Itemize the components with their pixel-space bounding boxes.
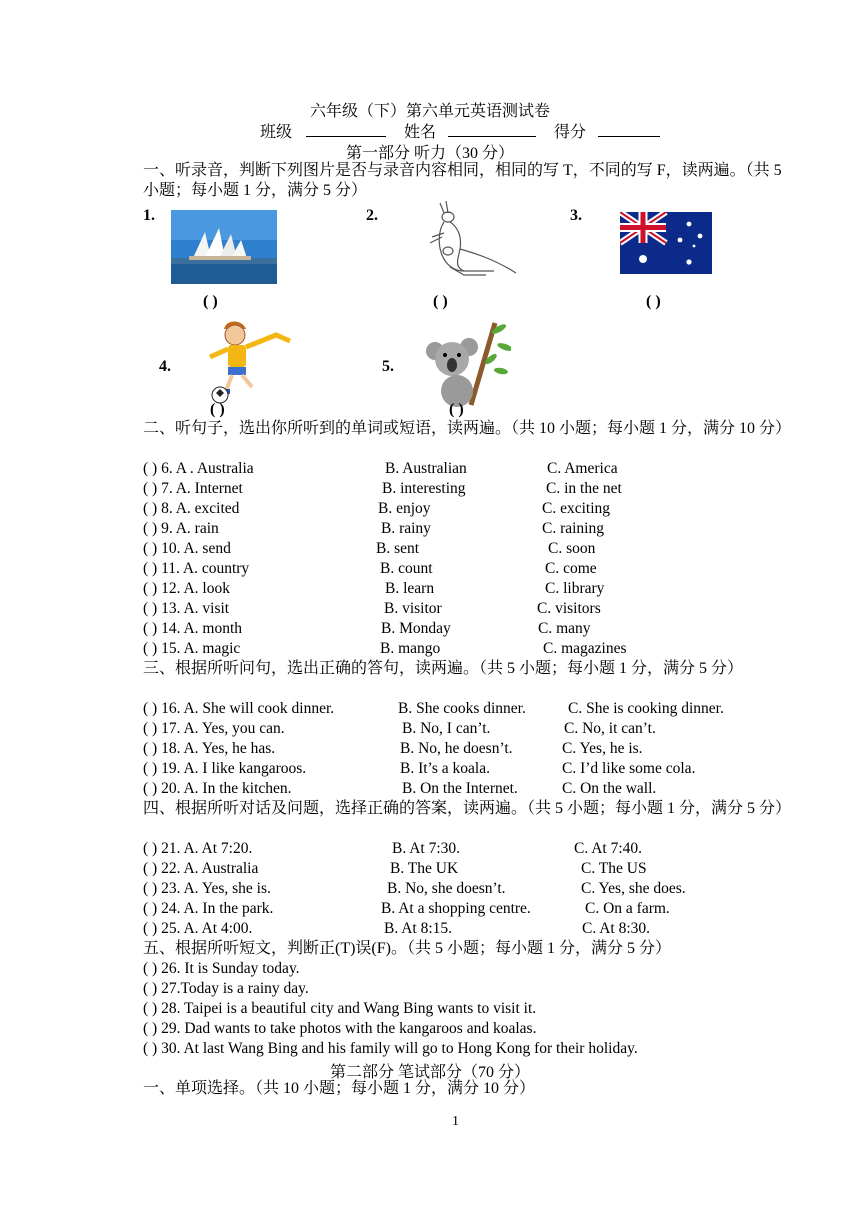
option-c-text[interactable]: C. raining <box>542 520 604 537</box>
response-choice-question-row <box>143 719 783 739</box>
option-a-text[interactable]: ( ) 24. A. In the park. <box>143 900 274 917</box>
listening-choice-question-row <box>143 639 783 659</box>
australian-flag-image <box>620 212 712 274</box>
name-label: 姓名 <box>404 124 437 141</box>
statement-text[interactable]: ( ) 29. Dad wants to take photos with the kangaroos and koalas. <box>143 1020 537 1037</box>
option-a-text[interactable]: ( ) 9. A. rain <box>143 520 219 537</box>
name-field[interactable] <box>448 121 536 137</box>
true-false-question-row <box>143 999 783 1019</box>
option-c-text[interactable]: C. Yes, he is. <box>562 740 643 757</box>
option-c-text[interactable]: C. visitors <box>537 600 601 617</box>
option-a-text[interactable]: ( ) 14. A. month <box>143 620 243 637</box>
statement-text[interactable]: ( ) 30. At last Wang Bing and his family will go to Hong Kong for their holiday. <box>143 1040 638 1057</box>
option-b-text[interactable]: B. mango <box>380 640 441 657</box>
true-false-question-row <box>143 1019 783 1039</box>
listening-choice-question-row <box>143 579 783 599</box>
boy-playing-football-image <box>198 317 294 407</box>
option-c-text[interactable]: C. Yes, she does. <box>581 880 686 897</box>
option-a-text[interactable]: ( ) 21. A. At 7:20. <box>143 840 253 857</box>
option-a-text[interactable]: ( ) 11. A. country <box>143 560 250 577</box>
option-a-text[interactable]: ( ) 17. A. Yes, you can. <box>143 720 285 737</box>
option-a-text[interactable]: ( ) 6. A . Australia <box>143 460 254 477</box>
option-b-text[interactable]: B. visitor <box>384 600 442 617</box>
dialogue-choice-question-row <box>143 899 783 919</box>
option-b-text[interactable]: B. enjoy <box>378 500 431 517</box>
true-false-question-row <box>143 979 783 999</box>
option-b-text[interactable]: B. interesting <box>382 480 466 497</box>
option-b-text[interactable]: B. Australian <box>385 460 467 477</box>
response-choice-question-row <box>143 759 783 779</box>
option-b-text[interactable]: B. Monday <box>381 620 451 637</box>
item-1-number: 1. <box>143 207 155 224</box>
page-title: 六年级（下）第六单元英语测试卷 <box>309 103 550 120</box>
section-1-heading: 一、听录音，判断下列图片是否与录音内容相同，相同的写 T，不同的写 F，读两遍。（共 5 小题；每小题 1 分，满分 5 分） <box>143 162 782 199</box>
listening-choice-question-row <box>143 559 783 579</box>
item-5-answer-blank[interactable]: ( ) <box>449 401 464 418</box>
option-a-text[interactable]: ( ) 20. A. In the kitchen. <box>143 780 292 797</box>
item-2-answer-blank[interactable]: ( ) <box>433 293 448 310</box>
section-4-heading: 四、根据所听对话及问题，选择正确的答案，读两遍。（共 5 小题；每小题 1 分，满分 5 分） <box>143 800 792 817</box>
listening-choice-question-row <box>143 599 783 619</box>
item-2-number: 2. <box>366 207 378 224</box>
response-choice-question-row <box>143 739 783 759</box>
statement-text[interactable]: ( ) 27.Today is a rainy day. <box>143 980 309 997</box>
section-2-heading: 二、听句子，选出你所听到的单词或短语，读两遍。（共 10 小题；每小题 1 分，满分 10 分） <box>143 420 792 437</box>
item-5-number: 5. <box>382 358 394 375</box>
listening-choice-question-row <box>143 459 783 479</box>
option-b-text[interactable]: B. count <box>380 560 433 577</box>
option-c-text[interactable]: C. On the wall. <box>562 780 657 797</box>
option-b-text[interactable]: B. No, he doesn’t. <box>400 740 513 757</box>
option-b-text[interactable]: B. At 7:30. <box>392 840 461 857</box>
listening-choice-question-row <box>143 499 783 519</box>
option-a-text[interactable]: ( ) 23. A. Yes, she is. <box>143 880 271 897</box>
option-c-text[interactable]: C. magazines <box>543 640 627 657</box>
dialogue-choice-question-row <box>143 919 783 939</box>
true-false-question-row <box>143 1039 783 1059</box>
option-a-text[interactable]: ( ) 19. A. I like kangaroos. <box>143 760 307 777</box>
option-b-text[interactable]: B. sent <box>376 540 420 557</box>
dialogue-choice-question-row <box>143 879 783 899</box>
item-4-number: 4. <box>159 358 171 375</box>
option-a-text[interactable]: ( ) 25. A. At 4:00. <box>143 920 253 937</box>
option-b-text[interactable]: B. She cooks dinner. <box>398 700 526 717</box>
option-c-text[interactable]: C. She is cooking dinner. <box>568 700 724 717</box>
class-label: 班级 <box>260 124 293 141</box>
option-a-text[interactable]: ( ) 16. A. She will cook dinner. <box>143 700 335 717</box>
option-b-text[interactable]: B. At a shopping centre. <box>381 900 531 917</box>
option-a-text[interactable]: ( ) 18. A. Yes, he has. <box>143 740 276 757</box>
option-c-text[interactable]: C. At 8:30. <box>582 920 651 937</box>
option-b-text[interactable]: B. The UK <box>390 860 459 877</box>
option-c-text[interactable]: C. No, it can’t. <box>564 720 656 737</box>
option-b-text[interactable]: B. At 8:15. <box>384 920 453 937</box>
statement-text[interactable]: ( ) 26. It is Sunday today. <box>143 960 300 977</box>
part-two-title: 第二部分 笔试部分（70 分） <box>329 1064 530 1081</box>
option-b-text[interactable]: B. rainy <box>381 520 431 537</box>
option-c-text[interactable]: C. library <box>545 580 605 597</box>
response-choice-question-row <box>143 779 783 799</box>
option-c-text[interactable]: C. The US <box>581 860 647 877</box>
dialogue-choice-question-row <box>143 859 783 879</box>
page-number: 1 <box>452 1114 459 1129</box>
class-field[interactable] <box>306 121 386 137</box>
option-b-text[interactable]: B. No, she doesn’t. <box>387 880 506 897</box>
section-3-heading: 三、根据所听问句，选出正确的答句，读两遍。（共 5 小题；每小题 1 分，满分 5 分） <box>143 660 744 677</box>
section-5-heading: 五、根据所听短文，判断正(T)误(F)。（共 5 小题；每小题 1 分，满分 5 分） <box>143 940 671 957</box>
option-b-text[interactable]: B. learn <box>385 580 435 597</box>
part-two-section-1-heading: 一、单项选择。（共 10 小题；每小题 1 分，满分 10 分） <box>143 1080 536 1097</box>
item-3-number: 3. <box>570 207 582 224</box>
listening-choice-question-row <box>143 479 783 499</box>
listening-choice-question-row <box>143 539 783 559</box>
option-a-text[interactable]: ( ) 22. A. Australia <box>143 860 259 877</box>
option-a-text[interactable]: ( ) 15. A. magic <box>143 640 241 657</box>
sydney-opera-house-image <box>171 210 277 284</box>
option-c-text[interactable]: C. come <box>545 560 597 577</box>
option-c-text[interactable]: C. On a farm. <box>585 900 670 917</box>
option-b-text[interactable]: B. No, I can’t. <box>402 720 491 737</box>
option-b-text[interactable]: B. On the Internet. <box>402 780 518 797</box>
option-a-text[interactable]: ( ) 7. A. Internet <box>143 480 243 497</box>
option-c-text[interactable]: C. America <box>547 460 618 477</box>
option-c-text[interactable]: C. soon <box>548 540 596 557</box>
option-c-text[interactable]: C. in the net <box>546 480 622 497</box>
dialogue-choice-question-row <box>143 839 783 859</box>
true-false-question-row <box>143 959 783 979</box>
item-4-answer-blank[interactable]: ( ) <box>210 401 225 418</box>
item-1-answer-blank[interactable]: ( ) <box>203 293 218 310</box>
score-field[interactable] <box>598 121 660 137</box>
item-3-answer-blank[interactable]: ( ) <box>646 293 661 310</box>
listening-choice-question-row <box>143 619 783 639</box>
kangaroo-image <box>424 197 518 279</box>
option-a-text[interactable]: ( ) 8. A. excited <box>143 500 240 517</box>
koala-image <box>425 319 511 409</box>
option-a-text[interactable]: ( ) 12. A. look <box>143 580 230 597</box>
statement-text[interactable]: ( ) 28. Taipei is a beautiful city and Wang Bing wants to visit it. <box>143 1000 537 1017</box>
option-c-text[interactable]: C. many <box>538 620 591 637</box>
option-c-text[interactable]: C. At 7:40. <box>574 840 643 857</box>
part-one-title: 第一部分 听力（30 分） <box>345 145 514 162</box>
option-a-text[interactable]: ( ) 10. A. send <box>143 540 231 557</box>
option-c-text[interactable]: C. I’d like some cola. <box>562 760 696 777</box>
response-choice-question-row <box>143 699 783 719</box>
option-b-text[interactable]: B. It’s a koala. <box>400 760 490 777</box>
option-a-text[interactable]: ( ) 13. A. visit <box>143 600 230 617</box>
listening-choice-question-row <box>143 519 783 539</box>
score-label: 得分 <box>554 124 587 141</box>
option-c-text[interactable]: C. exciting <box>542 500 611 517</box>
student-info-line <box>260 119 660 142</box>
